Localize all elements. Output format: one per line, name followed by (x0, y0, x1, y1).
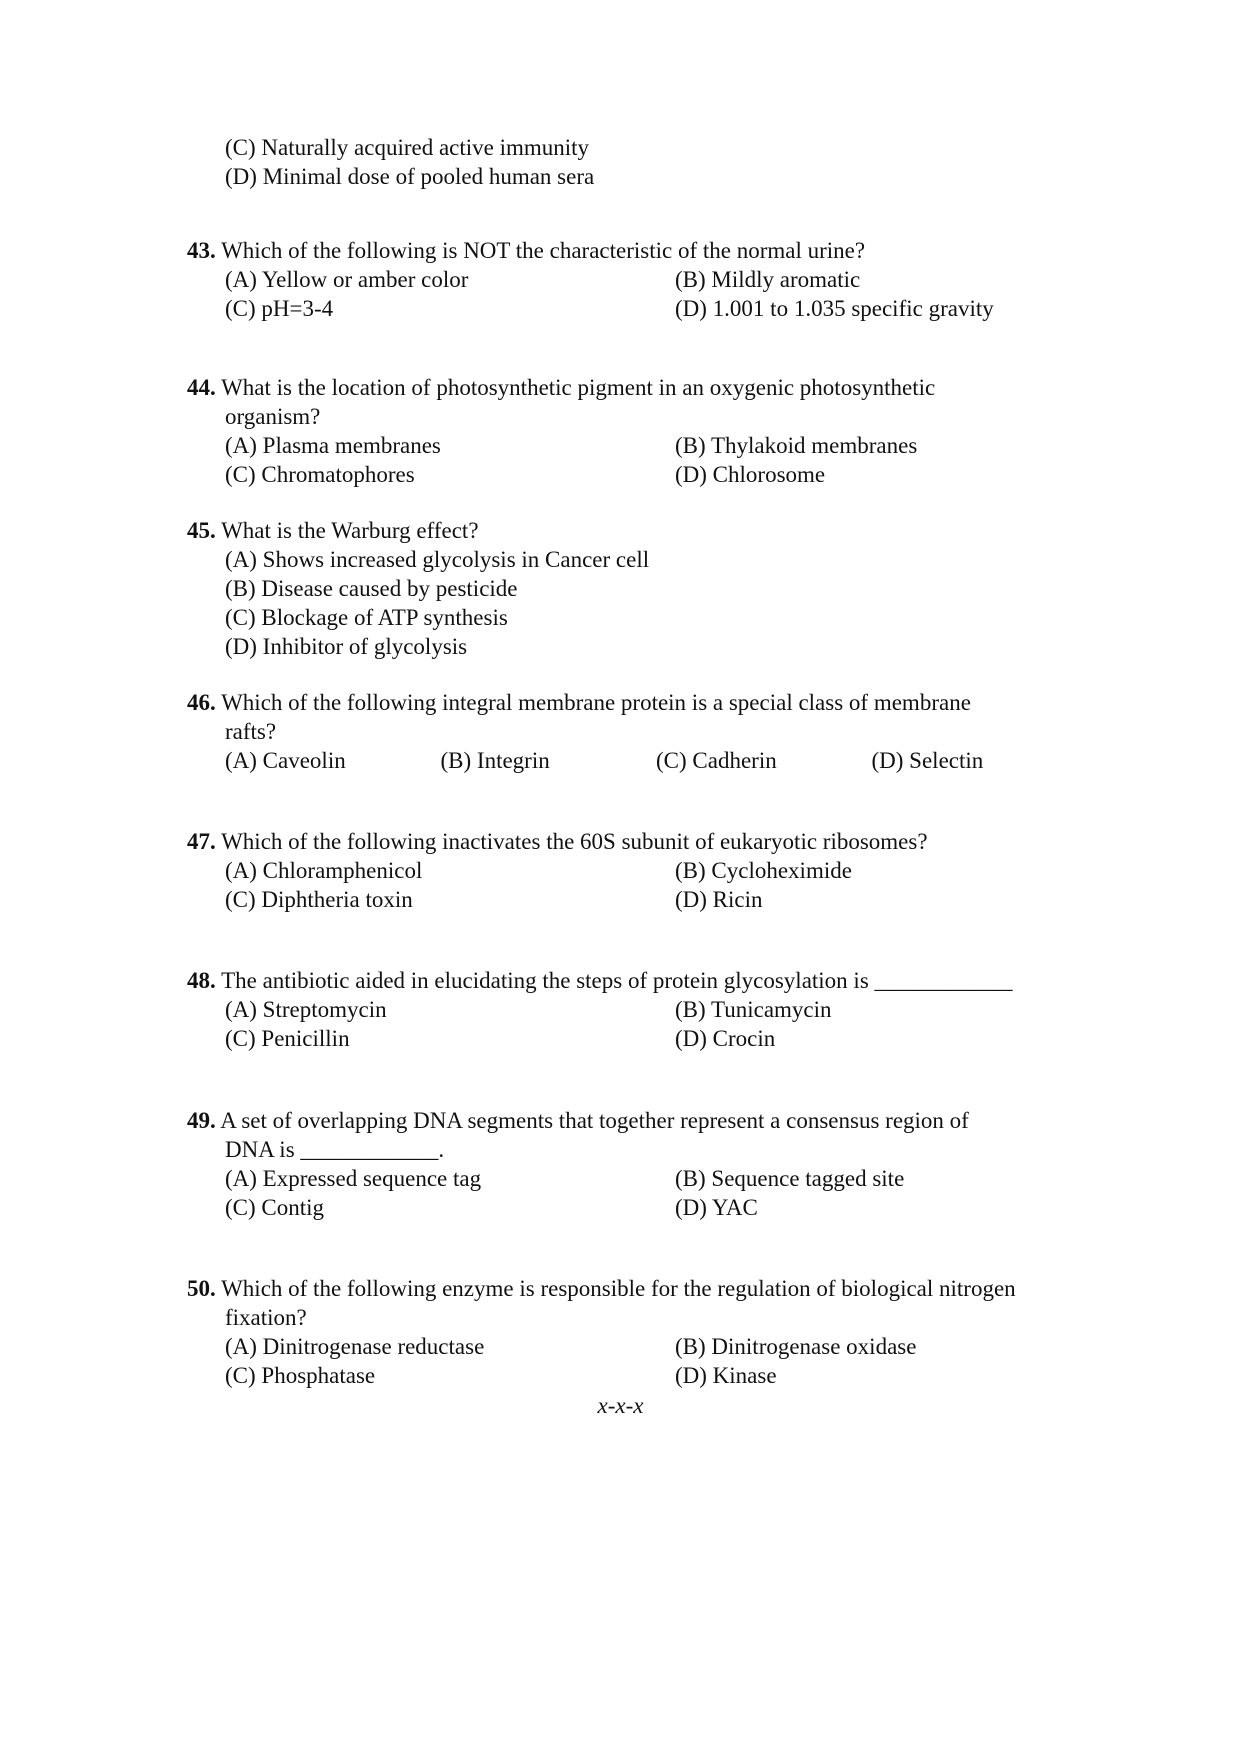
option-a: (A) Yellow or amber color (225, 267, 469, 292)
options-row (187, 1164, 1087, 1193)
question-text: 48. The antibiotic aided in elucidating the steps of protein glycosylation is ____________ (187, 968, 1013, 993)
question-text: 45. What is the Warburg effect? (187, 518, 479, 543)
question-45 (187, 516, 1087, 661)
option-d: (D) Ricin (675, 887, 763, 912)
option-a: (A) Shows increased glycolysis in Cancer cell (225, 547, 650, 572)
question-text-continued: rafts? (225, 719, 277, 744)
question-44 (187, 373, 1087, 489)
question-43 (187, 236, 1087, 323)
option-c: (C) Contig (225, 1195, 325, 1220)
question-48 (187, 966, 1087, 1053)
question-number: 47. (187, 829, 216, 854)
option-c: (C) Penicillin (225, 1026, 350, 1051)
options-row (187, 431, 1087, 460)
question-50 (187, 1274, 1087, 1390)
option-a: (A) Caveolin (225, 748, 346, 773)
question-number: 43. (187, 238, 216, 263)
option-c: (C) Cadherin (656, 748, 777, 773)
options-row (187, 1024, 1087, 1053)
question-text: 50. Which of the following enzyme is responsible for the regulation of biological nitrogen (187, 1276, 1016, 1301)
question-text-continued: organism? (225, 404, 321, 429)
options-row (187, 1193, 1087, 1222)
option-d: (D) Kinase (675, 1363, 777, 1388)
option-d: (D) YAC (675, 1195, 758, 1220)
option-b: (B) Disease caused by pesticide (225, 576, 518, 601)
option-a: (A) Streptomycin (225, 997, 387, 1022)
option-d: (D) Selectin (871, 748, 984, 773)
question-text: 44. What is the location of photosynthetic pigment in an oxygenic photosynthetic (187, 375, 936, 400)
option-d: (D) Crocin (675, 1026, 776, 1051)
end-marker: x-x-x (597, 1393, 644, 1418)
question-text: 49. A set of overlapping DNA segments that together represent a consensus region of (187, 1108, 969, 1133)
options-row (187, 995, 1087, 1024)
option-b: (B) Cycloheximide (675, 858, 852, 883)
option-c: (C) Blockage of ATP synthesis (225, 605, 508, 630)
option-d: (D) Chlorosome (675, 462, 826, 487)
options-row (187, 856, 1087, 885)
option-a: (A) Plasma membranes (225, 433, 441, 458)
option-c: (C) Chromatophores (225, 462, 415, 487)
option-c: (C) Phosphatase (225, 1363, 376, 1388)
option-b: (B) Thylakoid membranes (675, 433, 918, 458)
option-d: (D) Inhibitor of glycolysis (225, 634, 468, 659)
carryover-options (187, 133, 1087, 191)
options-row (187, 265, 1087, 294)
question-text: 47. Which of the following inactivates the 60S subunit of eukaryotic ribosomes? (187, 829, 928, 854)
question-49 (187, 1106, 1087, 1222)
option-b: (B) Sequence tagged site (675, 1166, 905, 1191)
question-46 (187, 688, 1087, 775)
option-c: (C) Diphtheria toxin (225, 887, 413, 912)
option-a: (A) Chloramphenicol (225, 858, 423, 883)
question-number: 50. (187, 1276, 216, 1301)
option-b: (B) Tunicamycin (675, 997, 832, 1022)
question-number: 48. (187, 968, 216, 993)
question-number: 49. (187, 1108, 216, 1133)
option-a: (A) Expressed sequence tag (225, 1166, 482, 1191)
question-number: 45. (187, 518, 216, 543)
option-d: (D) 1.001 to 1.035 specific gravity (675, 296, 994, 321)
options-row (187, 294, 1087, 323)
option-a: (A) Dinitrogenase reductase (225, 1334, 485, 1359)
question-number: 46. (187, 690, 216, 715)
options-row (187, 746, 1087, 775)
option-b: (B) Mildly aromatic (675, 267, 861, 292)
options-row (187, 1332, 1087, 1361)
question-text-continued: fixation? (225, 1305, 307, 1330)
options-row (187, 885, 1087, 914)
question-text-continued: DNA is ____________. (225, 1137, 445, 1162)
question-number: 44. (187, 375, 216, 400)
options-row (187, 1361, 1087, 1390)
option-c: (C) pH=3-4 (225, 296, 334, 321)
options-row (187, 460, 1087, 489)
option-d: (D) Minimal dose of pooled human sera (225, 164, 595, 189)
option-c: (C) Naturally acquired active immunity (225, 135, 590, 160)
question-text: 43. Which of the following is NOT the characteristic of the normal urine? (187, 238, 866, 263)
question-text: 46. Which of the following integral membrane protein is a special class of membrane (187, 690, 971, 715)
question-47 (187, 827, 1087, 914)
option-b: (B) Integrin (440, 748, 550, 773)
option-b: (B) Dinitrogenase oxidase (675, 1334, 917, 1359)
